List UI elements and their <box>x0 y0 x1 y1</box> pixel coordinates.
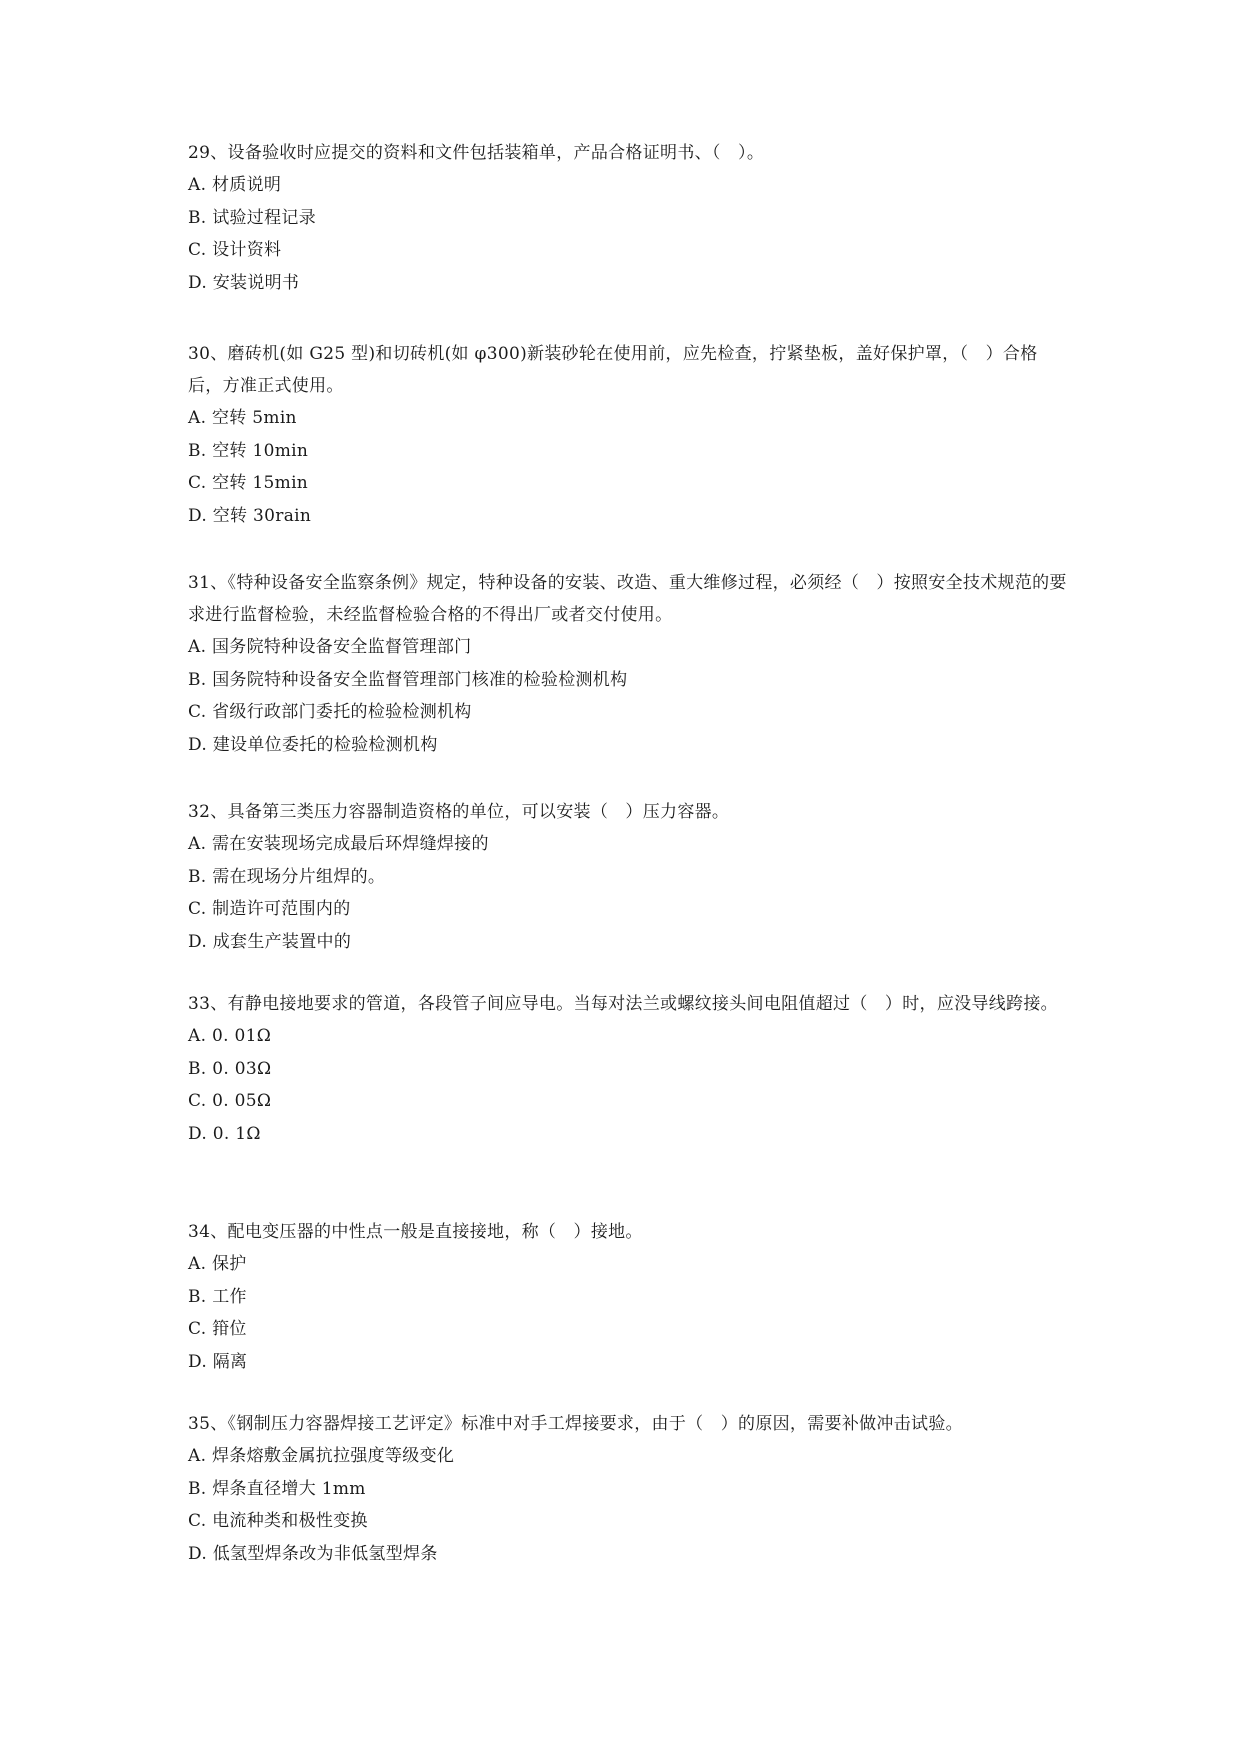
option-c: C. 箝位 <box>188 1319 247 1339</box>
option-b: B. 工作 <box>188 1286 247 1307</box>
question-stem: 33、有静电接地要求的管道，各段管子间应导电。当每对法兰或螺纹接头间电阻值超过（ ）时，应没导线跨接。 <box>188 994 1058 1014</box>
question-stem: 31、《特种设备安全监察条例》规定，特种设备的安装、改造、重大维修过程，必须经（ ）按照安全技术规范的要求进行监督检验，未经监督检验合格的不得出厂或者交付使用。 <box>188 573 1067 625</box>
question-30 <box>188 338 1068 532</box>
option-b: B. 试验过程记录 <box>188 207 316 228</box>
option-b: B. 焊条直径增大 1mm <box>188 1478 366 1499</box>
option-c: C. 0. 05Ω <box>188 1091 272 1111</box>
option-b: B. 空转 10min <box>188 440 309 461</box>
option-c: C. 省级行政部门委托的检验检测机构 <box>188 702 472 722</box>
option-b: B. 0. 03Ω <box>188 1058 272 1079</box>
option-a: A. 空转 5min <box>188 408 297 428</box>
option-a: A. 0. 01Ω <box>188 1026 272 1046</box>
question-35 <box>188 1408 1068 1570</box>
option-c: C. 设计资料 <box>188 240 282 260</box>
question-34 <box>188 1216 1068 1378</box>
option-d: D. 建设单位委托的检验检测机构 <box>188 734 438 755</box>
option-d: D. 隔离 <box>188 1351 248 1372</box>
question-29 <box>188 137 1068 299</box>
question-stem: 30、磨砖机(如 G25 型)和切砖机(如 φ300)新装砂轮在使用前，应先检查，拧紧垫板，盖好保护罩，（ ）合格后，方准正式使用。 <box>188 344 1038 396</box>
option-d: D. 安装说明书 <box>188 272 300 293</box>
question-stem: 29、设备验收时应提交的资料和文件包括装箱单，产品合格证明书、（ ）。 <box>188 143 765 163</box>
option-c: C. 电流种类和极性变换 <box>188 1511 368 1531</box>
question-stem: 35、《钢制压力容器焊接工艺评定》标准中对手工焊接要求，由于（ ）的原因，需要补做冲击试验。 <box>188 1414 963 1434</box>
question-33 <box>188 988 1068 1150</box>
question-stem: 32、具备第三类压力容器制造资格的单位，可以安装（ ）压力容器。 <box>188 802 730 822</box>
option-a: A. 材质说明 <box>188 175 282 195</box>
question-31 <box>188 567 1068 761</box>
option-c: C. 制造许可范围内的 <box>188 899 351 919</box>
option-d: D. 成套生产装置中的 <box>188 931 352 952</box>
option-c: C. 空转 15min <box>188 473 309 493</box>
option-d: D. 低氢型焊条改为非低氢型焊条 <box>188 1543 438 1564</box>
option-a: A. 保护 <box>188 1254 247 1274</box>
question-stem: 34、配电变压器的中性点一般是直接接地，称（ ）接地。 <box>188 1222 643 1242</box>
option-d: D. 0. 1Ω <box>188 1123 261 1144</box>
question-32 <box>188 796 1068 958</box>
option-a: A. 焊条熔敷金属抗拉强度等级变化 <box>188 1446 455 1466</box>
option-b: B. 需在现场分片组焊的。 <box>188 866 386 887</box>
option-a: A. 国务院特种设备安全监督管理部门 <box>188 637 472 657</box>
option-d: D. 空转 30rain <box>188 505 312 526</box>
option-b: B. 国务院特种设备安全监督管理部门核准的检验检测机构 <box>188 669 628 690</box>
option-a: A. 需在安装现场完成最后环焊缝焊接的 <box>188 834 489 854</box>
